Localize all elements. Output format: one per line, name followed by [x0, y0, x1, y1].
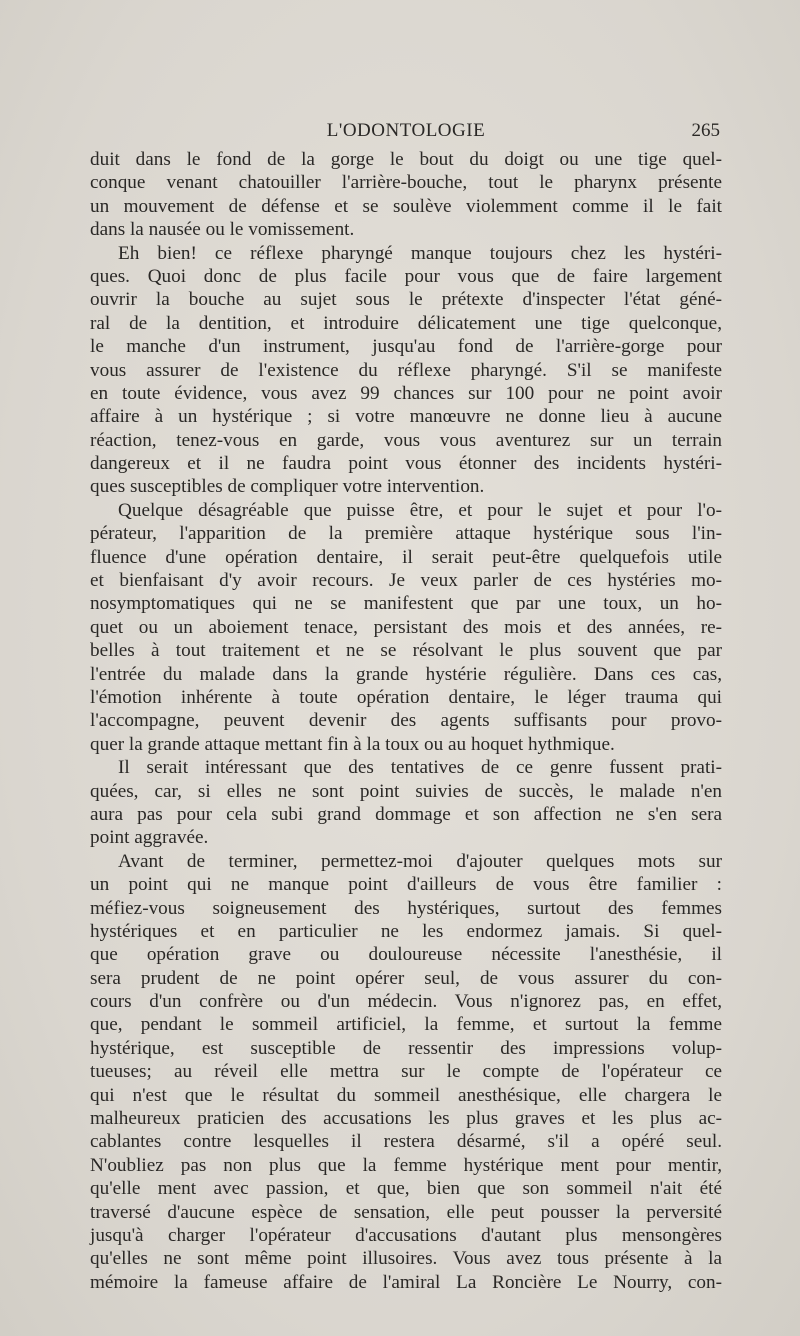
page-header: [92, 118, 720, 146]
text-line: pérateur, l'apparition de la première attaque hystérique sous l'in-: [90, 523, 722, 545]
running-title: L'ODONTOLOGIE: [326, 120, 486, 141]
text-line: ouvrir la bouche au sujet sous le prétexte d'inspecter l'état géné-: [90, 289, 722, 311]
text-line: affaire à un hystérique ; si votre manœuvre ne donne lieu à aucune: [90, 406, 722, 428]
text-line: traversé d'aucune espèce de sensation, elle peut pousser la perversité: [90, 1201, 722, 1223]
text-line: en toute évidence, vous avez 99 chances sur 100 pour ne point avoir: [90, 382, 722, 404]
text-line: hystérique, est susceptible de ressentir des impressions volup-: [90, 1037, 722, 1059]
text-line: hystériques et en particulier ne les endormez jamais. Si quel-: [90, 920, 722, 942]
text-line: sera prudent de ne point opérer seul, de vous assurer du con-: [90, 967, 722, 989]
text-line: fluence d'une opération dentaire, il serait peut-être quelquefois utile: [90, 546, 722, 568]
text-line: tueuses; au réveil elle mettra sur le compte de l'opérateur ce: [90, 1061, 722, 1083]
text-line: malheureux praticien des accusations les plus graves et les plus ac-: [90, 1108, 722, 1130]
text-line: mémoire la fameuse affaire de l'amiral La Roncière Le Nourry, con-: [90, 1271, 722, 1293]
text-line: ques susceptibles de compliquer votre intervention.: [90, 476, 485, 498]
text-line: l'émotion inhérente à toute opération dentaire, le léger trauma qui: [90, 686, 722, 708]
text-line: quet ou un aboiement tenace, persistant des mois et des années, re-: [90, 616, 722, 638]
text-line: point aggravée.: [90, 827, 209, 849]
text-line: méfiez-vous soigneusement des hystériques, surtout des femmes: [90, 897, 722, 919]
text-line: qu'elle ment avec passion, et que, bien que son sommeil n'ait été: [90, 1178, 722, 1200]
text-line: quées, car, si elles ne sont point suivies de succès, le malade n'en: [90, 780, 722, 802]
text-line: duit dans le fond de la gorge le bout du doigt ou une tige quel-: [90, 149, 722, 170]
text-line: que, pendant le sommeil artificiel, la femme, et surtout la femme: [90, 1014, 722, 1036]
text-line: un point qui ne manque point d'ailleurs de vous être familier :: [90, 874, 722, 896]
text-line: Il serait intéressant que des tentatives de ce genre fussent prati-: [118, 757, 722, 779]
text-line: Eh bien! ce réflexe pharyngé manque toujours chez les hystéri-: [118, 242, 722, 264]
page-number: 265: [691, 120, 720, 141]
text-line: qui n'est que le résultat du sommeil anesthésique, elle chargera le: [90, 1084, 722, 1106]
text-line: un mouvement de défense et se soulève violemment comme il le fait: [90, 195, 722, 217]
text-line: réaction, tenez-vous en garde, vous vous aventurez sur un terrain: [90, 429, 722, 451]
text-line: nosymptomatiques qui ne se manifestent que par une toux, un ho-: [90, 593, 722, 615]
text-line: conque venant chatouiller l'arrière-bouche, tout le pharynx présente: [90, 172, 722, 194]
text-line: belles à tout traitement et ne se résolvant le plus souvent que par: [90, 640, 722, 662]
text-line: ques. Quoi donc de plus facile pour vous que de faire largement: [90, 265, 722, 287]
text-line: et bienfaisant d'y avoir recours. Je veux parler de ces hystéries mo-: [90, 570, 722, 592]
text-line: aura pas pour cela subi grand dommage et son affection ne s'en sera: [90, 803, 722, 825]
text-line: qu'elles ne sont même point illusoires. Vous avez tous présente à la: [90, 1248, 722, 1270]
text-line: dangereux et il ne faudra point vous étonner des incidents hystéri-: [90, 453, 722, 475]
text-line: l'accompagne, peuvent devenir des agents suffisants pour provo-: [90, 710, 722, 732]
text-line: Avant de terminer, permettez-moi d'ajouter quelques mots sur: [118, 850, 722, 872]
text-line: vous assurer de l'existence du réflexe pharyngé. S'il se manifeste: [90, 359, 722, 381]
text-line: Quelque désagréable que puisse être, et pour le sujet et pour l'o-: [118, 499, 722, 521]
text-line: dans la nausée ou le vomissement.: [90, 219, 355, 241]
text-line: cablantes contre lesquelles il restera désarmé, s'il a opéré seul.: [90, 1131, 722, 1153]
text-line: le manche d'un instrument, jusqu'au fond de l'arrière-gorge pour: [90, 336, 722, 358]
text-line: que opération grave ou douloureuse nécessite l'anesthésie, il: [90, 944, 722, 966]
text-line: cours d'un confrère ou d'un médecin. Vous n'ignorez pas, en effet,: [90, 991, 722, 1013]
text-line: jusqu'à charger l'opérateur d'accusations d'autant plus mensongères: [90, 1224, 722, 1246]
text-line: quer la grande attaque mettant fin à la toux ou au hoquet hythmique.: [90, 733, 615, 755]
text-line: N'oubliez pas non plus que la femme hystérique ment pour mentir,: [90, 1154, 722, 1176]
text-line: ral de la dentition, et introduire délicatement une tige quelconque,: [90, 312, 722, 334]
body-text: [90, 148, 722, 1294]
text-line: l'entrée du malade dans la grande hystérie régulière. Dans ces cas,: [90, 663, 722, 685]
